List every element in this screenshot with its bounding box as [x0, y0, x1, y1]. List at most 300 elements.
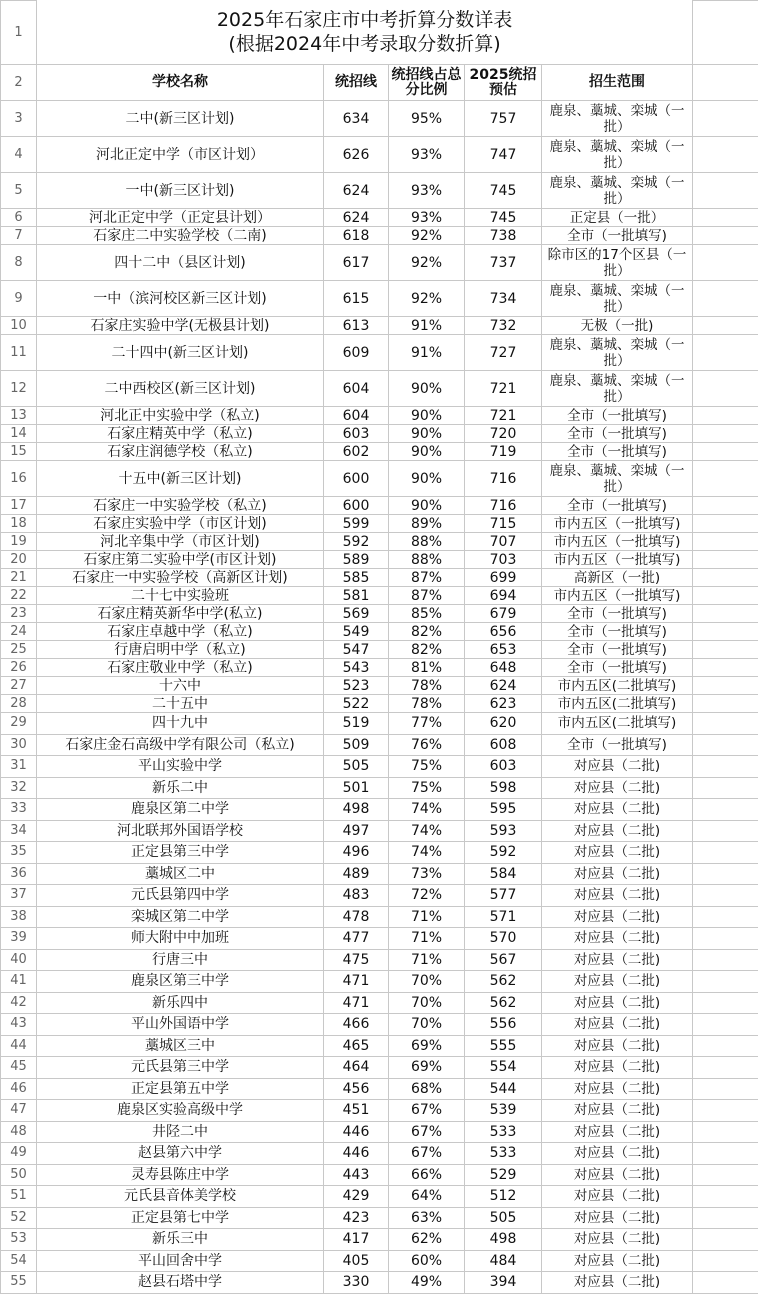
admission-line: 603 [324, 425, 389, 443]
empty-cell [693, 1014, 758, 1036]
enrollment-range: 鹿泉、藁城、栾城（一批） [542, 173, 693, 209]
school-name: 四十二中（县区计划) [37, 245, 324, 281]
enrollment-range: 无极（一批) [542, 317, 693, 335]
row-number: 53 [1, 1229, 37, 1251]
table-row [1, 227, 758, 245]
admission-line: 547 [324, 641, 389, 659]
admission-line: 569 [324, 605, 389, 623]
row-number: 45 [1, 1057, 37, 1079]
empty-cell [693, 1100, 758, 1122]
table-row [1, 971, 758, 993]
enrollment-range: 高新区（一批) [542, 569, 693, 587]
table-row [1, 371, 758, 407]
empty-cell [693, 885, 758, 907]
admission-line: 581 [324, 587, 389, 605]
table-row [1, 1100, 758, 1122]
admission-line: 549 [324, 623, 389, 641]
row-number: 25 [1, 641, 37, 659]
table-row [1, 173, 758, 209]
table-row [1, 209, 758, 227]
score-ratio: 82% [389, 641, 465, 659]
admission-line: 446 [324, 1121, 389, 1143]
row-number: 46 [1, 1078, 37, 1100]
table-row [1, 605, 758, 623]
row-number: 51 [1, 1186, 37, 1208]
school-name: 赵县石塔中学 [37, 1272, 324, 1294]
table-row [1, 101, 758, 137]
table-row [1, 281, 758, 317]
school-name: 平山回舍中学 [37, 1250, 324, 1272]
row-number: 19 [1, 533, 37, 551]
row-number: 49 [1, 1143, 37, 1165]
empty-cell [693, 734, 758, 756]
admission-line: 451 [324, 1100, 389, 1122]
score-ratio: 85% [389, 605, 465, 623]
estimate-2025: 734 [465, 281, 542, 317]
school-name: 石家庄一中实验学校（高新区计划) [37, 569, 324, 587]
empty-cell [693, 1272, 758, 1294]
score-ratio: 95% [389, 101, 465, 137]
estimate-2025: 505 [465, 1207, 542, 1229]
admission-line: 471 [324, 992, 389, 1014]
admission-line: 585 [324, 569, 389, 587]
enrollment-range: 对应县（二批) [542, 1035, 693, 1057]
admission-line: 465 [324, 1035, 389, 1057]
page-title [37, 1, 693, 65]
score-ratio: 90% [389, 425, 465, 443]
estimate-2025: 707 [465, 533, 542, 551]
row-number: 2 [1, 65, 37, 101]
admission-line: 613 [324, 317, 389, 335]
empty-cell [693, 641, 758, 659]
row-number: 3 [1, 101, 37, 137]
row-number: 27 [1, 677, 37, 695]
enrollment-range: 全市（一批填写) [542, 497, 693, 515]
estimate-2025: 533 [465, 1143, 542, 1165]
empty-cell [693, 605, 758, 623]
score-ratio: 90% [389, 371, 465, 407]
estimate-2025: 498 [465, 1229, 542, 1251]
admission-line: 615 [324, 281, 389, 317]
row-number: 26 [1, 659, 37, 677]
admission-line: 618 [324, 227, 389, 245]
admission-line: 423 [324, 1207, 389, 1229]
school-name: 行唐三中 [37, 949, 324, 971]
score-ratio: 67% [389, 1143, 465, 1165]
admission-line: 505 [324, 756, 389, 778]
school-name: 师大附中中加班 [37, 928, 324, 950]
estimate-2025: 694 [465, 587, 542, 605]
table-row [1, 756, 758, 778]
school-name: 十五中(新三区计划) [37, 461, 324, 497]
empty-cell [693, 820, 758, 842]
enrollment-range: 全市（一批填写) [542, 443, 693, 461]
table-row [1, 1121, 758, 1143]
empty-cell [693, 551, 758, 569]
score-ratio: 74% [389, 820, 465, 842]
enrollment-range: 对应县（二批) [542, 1229, 693, 1251]
enrollment-range: 对应县（二批) [542, 928, 693, 950]
empty-cell [693, 842, 758, 864]
table-row [1, 1078, 758, 1100]
estimate-2025: 745 [465, 209, 542, 227]
empty-cell [693, 317, 758, 335]
estimate-2025: 653 [465, 641, 542, 659]
table-row [1, 317, 758, 335]
admission-line: 604 [324, 371, 389, 407]
score-ratio: 87% [389, 569, 465, 587]
estimate-2025: 595 [465, 799, 542, 821]
score-ratio: 67% [389, 1100, 465, 1122]
empty-cell [693, 443, 758, 461]
empty-cell [693, 1078, 758, 1100]
empty-cell [693, 137, 758, 173]
row-number: 40 [1, 949, 37, 971]
estimate-2025: 699 [465, 569, 542, 587]
admission-line: 604 [324, 407, 389, 425]
school-name: 藁城区三中 [37, 1035, 324, 1057]
school-name: 灵寿县陈庄中学 [37, 1164, 324, 1186]
score-ratio: 78% [389, 695, 465, 713]
table-row [1, 137, 758, 173]
school-name: 石家庄金石高级中学有限公司（私立) [37, 734, 324, 756]
empty-cell [693, 623, 758, 641]
table-row [1, 515, 758, 533]
enrollment-range: 市内五区(二批填写) [542, 677, 693, 695]
school-name: 石家庄一中实验学校（私立) [37, 497, 324, 515]
school-name: 平山实验中学 [37, 756, 324, 778]
header-row [1, 65, 758, 101]
row-number: 42 [1, 992, 37, 1014]
row-number: 36 [1, 863, 37, 885]
empty-cell [693, 695, 758, 713]
enrollment-range: 市内五区（一批填写) [542, 533, 693, 551]
admission-line: 634 [324, 101, 389, 137]
school-name: 藁城区二中 [37, 863, 324, 885]
score-ratio: 72% [389, 885, 465, 907]
table-row [1, 1035, 758, 1057]
estimate-2025: 484 [465, 1250, 542, 1272]
row-number: 34 [1, 820, 37, 842]
admission-line: 464 [324, 1057, 389, 1079]
admission-line: 626 [324, 137, 389, 173]
enrollment-range: 对应县（二批) [542, 1250, 693, 1272]
estimate-2025: 656 [465, 623, 542, 641]
score-ratio: 82% [389, 623, 465, 641]
school-name: 石家庄实验中学(无极县计划) [37, 317, 324, 335]
table-row [1, 677, 758, 695]
table-row [1, 443, 758, 461]
score-ratio: 67% [389, 1121, 465, 1143]
school-name: 鹿泉区第三中学 [37, 971, 324, 993]
score-ratio: 88% [389, 551, 465, 569]
enrollment-range: 全市（一批填写) [542, 605, 693, 623]
header-school: 学校名称 [37, 65, 324, 101]
empty-cell [693, 65, 758, 101]
score-ratio: 90% [389, 407, 465, 425]
enrollment-range: 对应县（二批) [542, 885, 693, 907]
table-row [1, 587, 758, 605]
enrollment-range: 对应县（二批) [542, 992, 693, 1014]
admission-line: 417 [324, 1229, 389, 1251]
admission-line: 509 [324, 734, 389, 756]
estimate-2025: 394 [465, 1272, 542, 1294]
school-name: 元氏县音体美学校 [37, 1186, 324, 1208]
empty-cell [693, 407, 758, 425]
estimate-2025: 562 [465, 992, 542, 1014]
admission-line: 475 [324, 949, 389, 971]
row-number: 44 [1, 1035, 37, 1057]
school-name: 石家庄卓越中学（私立) [37, 623, 324, 641]
empty-cell [693, 1250, 758, 1272]
table-row [1, 1207, 758, 1229]
estimate-2025: 562 [465, 971, 542, 993]
score-ratio: 78% [389, 677, 465, 695]
empty-cell [693, 949, 758, 971]
table-row [1, 1057, 758, 1079]
table-row [1, 1014, 758, 1036]
score-ratio: 71% [389, 906, 465, 928]
enrollment-range: 对应县（二批) [542, 1014, 693, 1036]
estimate-2025: 716 [465, 497, 542, 515]
row-number: 37 [1, 885, 37, 907]
estimate-2025: 727 [465, 335, 542, 371]
school-name: 石家庄第二实验中学(市区计划) [37, 551, 324, 569]
school-name: 河北正定中学（正定县计划） [37, 209, 324, 227]
admission-line: 592 [324, 533, 389, 551]
row-number: 17 [1, 497, 37, 515]
row-number: 32 [1, 777, 37, 799]
admission-line: 489 [324, 863, 389, 885]
table-row [1, 885, 758, 907]
school-name: 河北辛集中学（市区计划) [37, 533, 324, 551]
score-ratio: 76% [389, 734, 465, 756]
score-ratio: 87% [389, 587, 465, 605]
empty-cell [693, 281, 758, 317]
school-name: 二十五中 [37, 695, 324, 713]
table-row [1, 1229, 758, 1251]
estimate-2025: 593 [465, 820, 542, 842]
empty-cell [693, 928, 758, 950]
table-row [1, 1186, 758, 1208]
school-name: 井陉二中 [37, 1121, 324, 1143]
empty-cell [693, 587, 758, 605]
estimate-2025: 577 [465, 885, 542, 907]
empty-cell [693, 1, 758, 65]
school-name: 石家庄敬业中学（私立) [37, 659, 324, 677]
score-ratio: 91% [389, 317, 465, 335]
row-number: 16 [1, 461, 37, 497]
row-number: 4 [1, 137, 37, 173]
empty-cell [693, 677, 758, 695]
estimate-2025: 721 [465, 407, 542, 425]
admission-line: 543 [324, 659, 389, 677]
table-row [1, 906, 758, 928]
estimate-2025: 715 [465, 515, 542, 533]
enrollment-range: 全市（一批填写) [542, 623, 693, 641]
estimate-2025: 738 [465, 227, 542, 245]
row-number: 50 [1, 1164, 37, 1186]
title-line-1: 2025年石家庄市中考折算分数详表 [39, 8, 690, 32]
estimate-2025: 757 [465, 101, 542, 137]
empty-cell [693, 101, 758, 137]
score-ratio: 60% [389, 1250, 465, 1272]
empty-cell [693, 425, 758, 443]
table-row [1, 425, 758, 443]
school-name: 石家庄实验中学（市区计划) [37, 515, 324, 533]
admission-line: 600 [324, 461, 389, 497]
estimate-2025: 721 [465, 371, 542, 407]
enrollment-range: 对应县（二批) [542, 1057, 693, 1079]
estimate-2025: 620 [465, 713, 542, 735]
enrollment-range: 对应县（二批) [542, 842, 693, 864]
admission-line: 478 [324, 906, 389, 928]
school-name: 正定县第五中学 [37, 1078, 324, 1100]
table-row [1, 928, 758, 950]
school-name: 河北联邦外国语学校 [37, 820, 324, 842]
school-name: 新乐二中 [37, 777, 324, 799]
score-ratio: 64% [389, 1186, 465, 1208]
score-ratio: 75% [389, 777, 465, 799]
school-name: 河北正中实验中学（私立) [37, 407, 324, 425]
empty-cell [693, 209, 758, 227]
table-row [1, 497, 758, 515]
row-number: 52 [1, 1207, 37, 1229]
school-name: 正定县第七中学 [37, 1207, 324, 1229]
row-number: 10 [1, 317, 37, 335]
admission-line: 443 [324, 1164, 389, 1186]
enrollment-range: 市内五区(二批填写) [542, 695, 693, 713]
estimate-2025: 623 [465, 695, 542, 713]
row-number: 15 [1, 443, 37, 461]
empty-cell [693, 461, 758, 497]
enrollment-range: 对应县（二批) [542, 1207, 693, 1229]
row-number: 33 [1, 799, 37, 821]
empty-cell [693, 227, 758, 245]
score-ratio: 81% [389, 659, 465, 677]
enrollment-range: 鹿泉、藁城、栾城（一批） [542, 281, 693, 317]
score-ratio: 91% [389, 335, 465, 371]
enrollment-range: 对应县（二批) [542, 906, 693, 928]
table-row [1, 949, 758, 971]
row-number: 41 [1, 971, 37, 993]
score-ratio: 89% [389, 515, 465, 533]
admission-line: 519 [324, 713, 389, 735]
school-name: 一中（滨河校区新三区计划) [37, 281, 324, 317]
estimate-2025: 719 [465, 443, 542, 461]
empty-cell [693, 1207, 758, 1229]
empty-cell [693, 497, 758, 515]
enrollment-range: 全市（一批填写) [542, 734, 693, 756]
table-row [1, 659, 758, 677]
enrollment-range: 对应县（二批) [542, 820, 693, 842]
row-number: 11 [1, 335, 37, 371]
header-range: 招生范围 [542, 65, 693, 101]
score-ratio: 62% [389, 1229, 465, 1251]
row-number: 13 [1, 407, 37, 425]
empty-cell [693, 756, 758, 778]
admission-line: 498 [324, 799, 389, 821]
empty-cell [693, 863, 758, 885]
school-name: 十六中 [37, 677, 324, 695]
row-number: 47 [1, 1100, 37, 1122]
row-number: 38 [1, 906, 37, 928]
empty-cell [693, 515, 758, 533]
row-number: 35 [1, 842, 37, 864]
school-name: 石家庄二中实验学校（二南) [37, 227, 324, 245]
score-ratio: 75% [389, 756, 465, 778]
admission-line: 496 [324, 842, 389, 864]
empty-cell [693, 173, 758, 209]
table-row [1, 623, 758, 641]
score-ratio: 92% [389, 245, 465, 281]
estimate-2025: 539 [465, 1100, 542, 1122]
enrollment-range: 对应县（二批) [542, 777, 693, 799]
enrollment-range: 对应县（二批) [542, 1164, 693, 1186]
score-ratio: 49% [389, 1272, 465, 1294]
table-row [1, 1250, 758, 1272]
admission-line: 600 [324, 497, 389, 515]
table-row [1, 461, 758, 497]
enrollment-range: 除市区的17个区县（一批） [542, 245, 693, 281]
enrollment-range: 全市（一批填写) [542, 659, 693, 677]
school-name: 新乐三中 [37, 1229, 324, 1251]
table-row [1, 713, 758, 735]
enrollment-range: 鹿泉、藁城、栾城（一批） [542, 137, 693, 173]
empty-cell [693, 777, 758, 799]
estimate-2025: 747 [465, 137, 542, 173]
enrollment-range: 对应县（二批) [542, 1186, 693, 1208]
admission-line: 429 [324, 1186, 389, 1208]
school-name: 行唐启明中学（私立) [37, 641, 324, 659]
admission-line: 609 [324, 335, 389, 371]
enrollment-range: 全市（一批填写) [542, 425, 693, 443]
table-row [1, 551, 758, 569]
table-row [1, 245, 758, 281]
score-ratio: 70% [389, 992, 465, 1014]
table-row [1, 533, 758, 551]
estimate-2025: 745 [465, 173, 542, 209]
score-ratio: 74% [389, 799, 465, 821]
score-ratio: 88% [389, 533, 465, 551]
table-row [1, 992, 758, 1014]
row-number: 28 [1, 695, 37, 713]
estimate-2025: 732 [465, 317, 542, 335]
estimate-2025: 603 [465, 756, 542, 778]
empty-cell [693, 992, 758, 1014]
table-row [1, 734, 758, 756]
enrollment-range: 对应县（二批) [542, 756, 693, 778]
table-row [1, 1143, 758, 1165]
row-number: 29 [1, 713, 37, 735]
table-row [1, 1164, 758, 1186]
row-number: 21 [1, 569, 37, 587]
score-ratio: 70% [389, 1014, 465, 1036]
enrollment-range: 全市（一批填写) [542, 227, 693, 245]
admission-line: 599 [324, 515, 389, 533]
empty-cell [693, 713, 758, 735]
admission-line: 446 [324, 1143, 389, 1165]
row-number: 24 [1, 623, 37, 641]
school-name: 新乐四中 [37, 992, 324, 1014]
school-name: 平山外国语中学 [37, 1014, 324, 1036]
row-number: 14 [1, 425, 37, 443]
row-number: 39 [1, 928, 37, 950]
enrollment-range: 市内五区（一批填写) [542, 551, 693, 569]
school-name: 二中(新三区计划) [37, 101, 324, 137]
enrollment-range: 对应县（二批) [542, 1272, 693, 1294]
estimate-2025: 608 [465, 734, 542, 756]
